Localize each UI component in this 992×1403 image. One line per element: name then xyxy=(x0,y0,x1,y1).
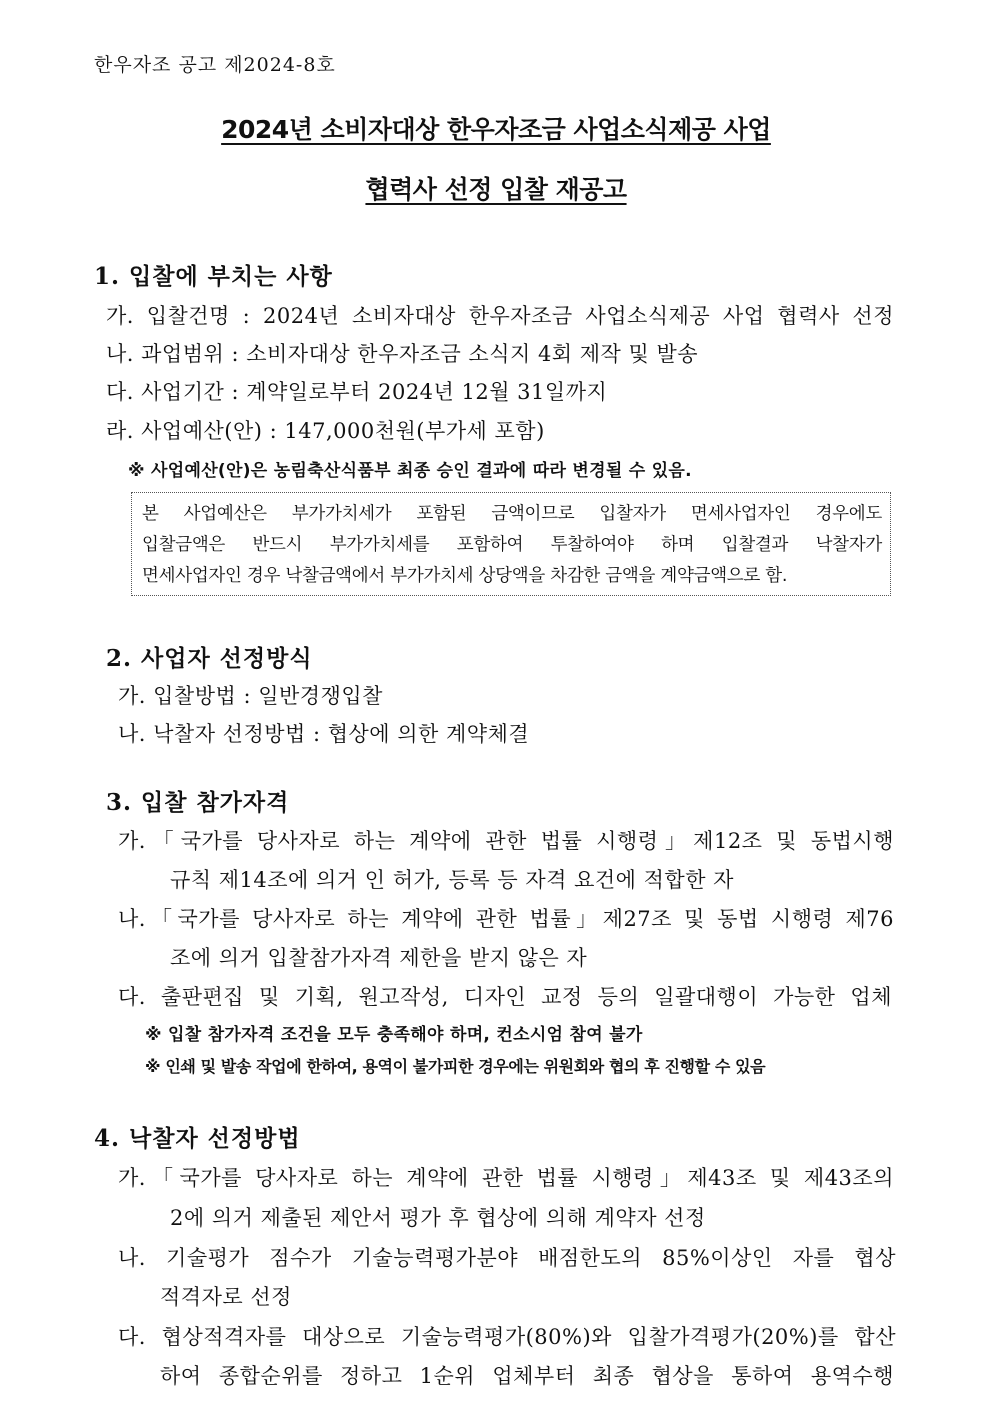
section-2-heading: 2. 사업자 선정방식 xyxy=(106,645,313,672)
section-2-item-b: 나. 낙찰자 선정방법 : 협상에 의한 계약체결 xyxy=(118,722,530,746)
budget-notice-box xyxy=(131,492,891,596)
section-1-heading: 1. 입찰에 부치는 사항 xyxy=(94,263,333,290)
section-4-item-b-line-2: 적격자로 선정 xyxy=(160,1285,292,1309)
section-3-note-1: ※ 입찰 참가자격 조건을 모두 충족해야 하며, 컨소시엄 참여 불가 xyxy=(145,1025,643,1045)
title-line-2: 협력사 선정 입찰 재공고 xyxy=(365,175,627,204)
section-4-item-b-line-1: 나. 기술평가 점수가 기술능력평가분야 배점한도의 85%이상인 자를 협상 xyxy=(118,1246,896,1270)
budget-notice-line-2: 입찰금액은 반드시 부가가치세를 포함하여 투찰하여야 하며 입찰결과 낙찰자가 xyxy=(142,535,882,555)
section-1-item-b: 나. 과업범위 : 소비자대상 한우자조금 소식지 4회 제작 및 발송 xyxy=(106,342,699,366)
section-1-note: ※ 사업예산(안)은 농림축산식품부 최종 승인 결과에 따라 변경될 수 있음. xyxy=(128,461,692,481)
section-3-item-a-line-2: 규칙 제14조에 의거 인 허가, 등록 등 자격 요건에 적합한 자 xyxy=(170,868,734,892)
title-line-1: 2024년 소비자대상 한우자조금 사업소식제공 사업 xyxy=(221,115,771,144)
budget-notice-line-3: 면세사업자인 경우 낙찰금액에서 부가가치세 상당액을 차감한 금액을 계약금액으로 함. xyxy=(142,566,788,586)
section-1-item-d: 라. 사업예산(안) : 147,000천원(부가세 포함) xyxy=(106,419,545,443)
section-3-item-a-line-1: 가.「국가를 당사자로 하는 계약에 관한 법률 시행령」제12조 및 동법시행 xyxy=(118,829,894,853)
section-3-item-b-line-2: 조에 의거 입찰참가자격 제한을 받지 않은 자 xyxy=(170,946,588,970)
section-3-item-c: 다. 출판편집 및 기획, 원고작성, 디자인 교정 등의 일괄대행이 가능한 업체 xyxy=(118,985,892,1009)
budget-notice-line-1: 본 사업예산은 부가가치세가 포함된 금액이므로 입찰자가 면세사업자인 경우에도 xyxy=(142,504,882,524)
notice-number: 한우자조 공고 제2024-8호 xyxy=(94,54,336,76)
section-1-item-a: 가. 입찰건명 : 2024년 소비자대상 한우자조금 사업소식제공 사업 협력사 선정 xyxy=(106,304,894,328)
section-4-item-a-line-2: 2에 의거 제출된 제안서 평가 후 협상에 의해 계약자 선정 xyxy=(170,1206,706,1230)
section-3-note-2: ※ 인쇄 및 발송 작업에 한하여, 용역이 불가피한 경우에는 위원회와 협의 후 진행할 수 있음 xyxy=(145,1057,766,1076)
section-4-heading: 4. 낙찰자 선정방법 xyxy=(94,1125,301,1152)
section-4-item-a-line-1: 가.「국가를 당사자로 하는 계약에 관한 법률 시행령」제43조 및 제43조의 xyxy=(118,1166,894,1190)
section-3-heading: 3. 입찰 참가자격 xyxy=(106,789,290,816)
section-4-item-c-line-2: 하여 종합순위를 정하고 1순위 업체부터 최종 협상을 통하여 용역수행 xyxy=(160,1364,894,1388)
section-4-item-c-line-1: 다. 협상적격자를 대상으로 기술능력평가(80%)와 입찰가격평가(20%)를 합산 xyxy=(118,1325,896,1349)
section-3-item-b-line-1: 나.「국가를 당사자로 하는 계약에 관한 법률」제27조 및 동법 시행령 제76 xyxy=(118,907,894,931)
section-2-item-a: 가. 입찰방법 : 일반경쟁입찰 xyxy=(118,684,383,708)
section-1-item-c: 다. 사업기간 : 계약일로부터 2024년 12월 31일까지 xyxy=(106,380,608,404)
